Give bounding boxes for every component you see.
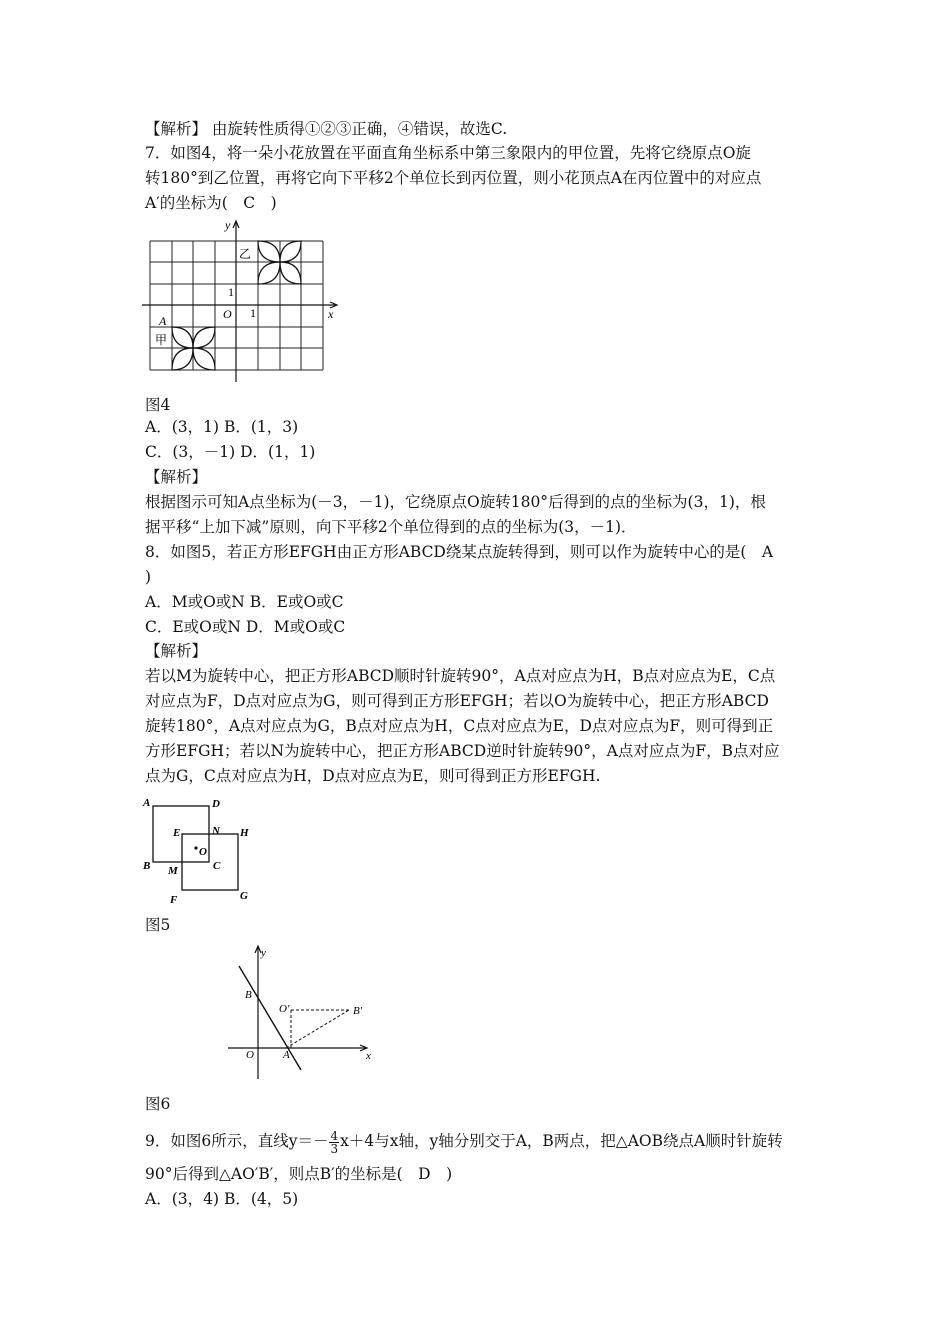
answer-7-line2: 据平移“上加下减”原则，向下平移2个单位得到的点的坐标为(3，－1)． <box>145 518 637 536</box>
fig4-x1-label: 1 <box>250 306 256 320</box>
question-7-line2: 转180°到乙位置，再将它向下平移2个单位长到丙位置，则小花顶点A在丙位置中的对应点 <box>145 169 762 187</box>
fig6-y: y <box>261 947 266 959</box>
fig4-x-label: x <box>328 307 334 321</box>
fig4-y-label: y <box>225 218 231 232</box>
fig6-O1: O′ <box>279 1003 290 1015</box>
fig6-O: O <box>246 1049 254 1061</box>
q9-fraction <box>329 1130 339 1155</box>
fig4-jia-label: 甲 <box>155 333 168 347</box>
fig5-A: A <box>143 797 151 809</box>
fig5-D: D <box>212 798 220 810</box>
figure-6-caption: 图6 <box>145 1095 171 1113</box>
fig4-y1-label: 1 <box>228 285 234 299</box>
fig5-F: F <box>170 894 178 906</box>
figure-5 <box>140 793 260 908</box>
answer-7-analysis: 【解析】 由旋转性质得①②③正确，④错误，故选C. <box>145 120 508 138</box>
q9-suffix: x＋4与x轴，y轴分别交于A，B两点，把△AOB绕点A顺时针旋转 <box>340 1132 783 1150</box>
question-8-options-cd: C．E或O或N D．M或O或C <box>145 618 346 636</box>
answer-8-line1: 若以M为旋转中心，把正方形ABCD顺时针旋转90°，A点对应点为H，B点对应点为E，C点 <box>145 667 776 685</box>
fig5-H: H <box>240 827 249 839</box>
fig6-B: B <box>245 989 252 1001</box>
q9-fraction-den: 3 <box>330 1141 339 1156</box>
fig5-O: O <box>199 846 207 858</box>
fig6-x: x <box>366 1050 371 1062</box>
fig5-E: E <box>173 827 181 839</box>
figure-5-caption: 图5 <box>145 916 171 934</box>
figure-4 <box>140 215 345 385</box>
question-8-line1: 8．如图5，若正方形EFGH由正方形ABCD绕某点旋转得到，则可以作为旋转中心的是( A <box>145 543 774 561</box>
answer-8-heading: 【解析】 <box>145 642 208 660</box>
q9-fraction-num: 4 <box>330 1128 339 1143</box>
figure-4-caption: 图4 <box>145 396 171 414</box>
fig6-B1: B′ <box>353 1005 363 1017</box>
question-7-line1: 7．如图4，将一朵小花放置在平面直角坐标系中第三象限内的甲位置，先将它绕原点O旋 <box>145 144 751 162</box>
fig5-M: M <box>168 865 178 877</box>
question-8-options-ab: A．M或O或N B．E或O或C <box>145 593 344 611</box>
question-9-options-ab: A．(3，4) B．(4，5) <box>145 1190 299 1208</box>
answer-7-heading: 【解析】 <box>145 468 208 486</box>
answer-8-line3: 旋转180°，A点对应点为G，B点对应点为H，C点对应点为E，D点对应点为F，则可得到正 <box>145 717 774 735</box>
fig4-yi-label: 乙 <box>239 247 252 261</box>
question-7-line3: A′的坐标为( C ) <box>145 194 277 212</box>
fig4-O-label: O <box>223 307 232 321</box>
answer-7-line1: 根据图示可知A点坐标为(－3，－1)，它绕原点O旋转180°后得到的点的坐标为(3，1)，根 <box>145 493 766 511</box>
fig5-B: B <box>143 860 151 872</box>
figure-6 <box>220 940 380 1085</box>
question-7-options-ab: A．(3，1) B．(1，3) <box>145 418 299 436</box>
fig5-N: N <box>212 825 220 837</box>
fig5-G: G <box>240 890 248 902</box>
answer-8-line5: 点为G，C点对应点为H，D点对应点为E，则可得到正方形EFGH. <box>145 767 601 785</box>
fig5-C: C <box>213 860 221 872</box>
answer-8-line4: 方形EFGH；若以N为旋转中心，把正方形ABCD逆时针旋转90°，A点对应点为F，B点对应 <box>145 742 780 760</box>
question-8-line2: ) <box>145 568 152 586</box>
q9-prefix: 9．如图6所示，直线y＝－ <box>145 1132 329 1150</box>
question-9-line1 <box>145 1128 783 1156</box>
question-9-line2: 90°后得到△AO′B′，则点B′的坐标是( D ) <box>145 1165 453 1183</box>
answer-8-line2: 对应点为F，D点对应点为G，则可得到正方形EFGH；若以O为旋转中心，把正方形ABCD <box>145 692 769 710</box>
question-7-options-cd: C．(3，－1) D．(1，1) <box>145 443 316 461</box>
fig6-A: A <box>283 1049 290 1061</box>
fig4-A-label: A <box>159 314 167 328</box>
axes <box>142 221 337 382</box>
